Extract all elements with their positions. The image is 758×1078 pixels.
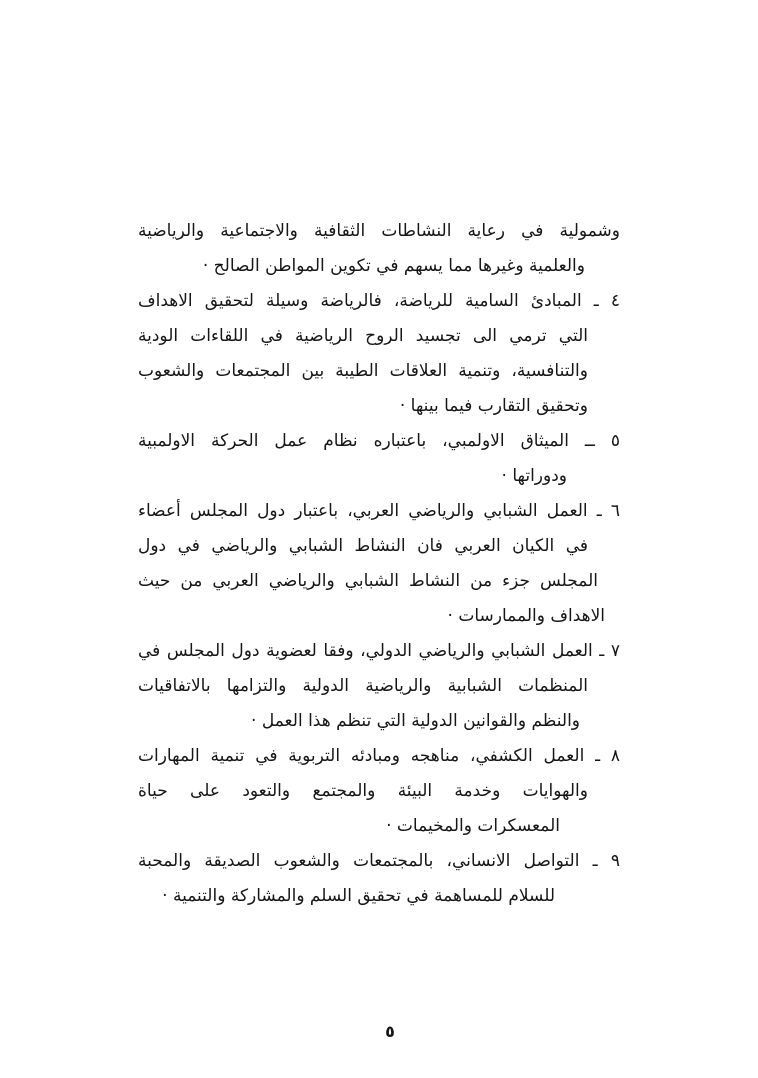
text-line: الاهداف والممارسات · — [447, 606, 605, 626]
text-line: ودوراتها · — [501, 466, 567, 486]
paragraph-intro-continuation — [138, 214, 620, 284]
paragraph-item-9 — [138, 844, 620, 914]
text-line: التي ترمي الى تجسيد الروح الرياضية في اللقاءات الودية — [138, 326, 588, 346]
text-line: والتنافسية، وتنمية العلاقات الطيبة بين المجتمعات والشعوب — [138, 361, 588, 381]
page-number: ٥ — [385, 1022, 395, 1041]
text-line: والنظم والقوانين الدولية التي تنظم هذا العمل · — [251, 711, 580, 731]
text-line: ٦ ـ العمل الشبابي والرياضي العربي، باعتبار دول المجلس أعضاء — [138, 501, 620, 521]
text-line: للسلام للمساهمة في تحقيق السلم والمشاركة والتنمية · — [162, 886, 555, 906]
paragraph-item-7 — [138, 634, 620, 739]
text-line: ٥ ــ الميثاق الاولمبي، باعتباره نظام عمل الحركة الاولمبية — [138, 431, 620, 451]
paragraph-item-5 — [138, 424, 620, 494]
text-line: المعسكرات والمخيمات · — [386, 816, 560, 836]
page-text-column — [138, 214, 620, 914]
text-line: والعلمية وغيرها مما يسهم في تكوين المواطن الصالح · — [202, 256, 585, 276]
paragraph-item-4 — [138, 284, 620, 424]
text-line: وشمولية في رعاية النشاطات الثقافية والاجتماعية والرياضية — [138, 221, 620, 241]
text-line: المجلس جزء من النشاط الشبابي والرياضي العربي من حيث — [138, 571, 598, 591]
paragraph-item-6 — [138, 494, 620, 634]
text-line: والهوايات وخدمة البيئة والمجتمع والتعود على حياة — [138, 781, 588, 801]
text-line: ٨ ـ العمل الكشفي، مناهجه ومبادئه التربوية في تنمية المهارات — [138, 746, 620, 766]
text-line: ٧ ـ العمل الشبابي والرياضي الدولي، وفقا لعضوية دول المجلس في — [138, 641, 620, 661]
text-line: في الكيان العربي فان النشاط الشبابي والرياضي في دول — [138, 536, 588, 556]
paragraph-item-8 — [138, 739, 620, 844]
text-line: المنظمات الشبابية والرياضية الدولية والتزامها بالاتفاقيات — [138, 676, 588, 696]
text-line: وتحقيق التقارب فيما بينها · — [399, 396, 588, 416]
text-line: ٩ ـ التواصل الانساني، بالمجتمعات والشعوب الصديقة والمحبة — [138, 851, 620, 871]
text-line: ٤ ـ المبادئ السامية للرياضة، فالرياضة وسيلة لتحقيق الاهداف — [138, 291, 620, 311]
